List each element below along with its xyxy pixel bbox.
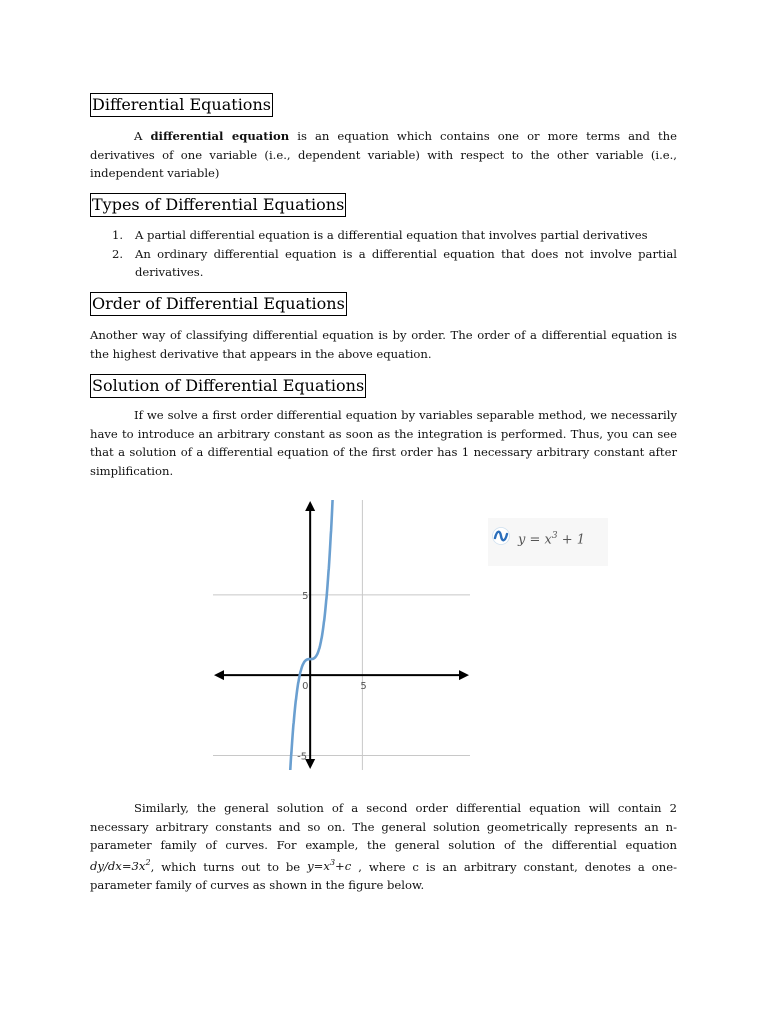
list-number: 2. xyxy=(112,246,124,261)
list-number: 1. xyxy=(112,228,124,242)
legend-eq-base: y = x xyxy=(518,532,552,548)
x-tick-label: 5 xyxy=(360,681,367,693)
math-dydx xyxy=(90,859,151,873)
y-tick-label: 5 xyxy=(302,590,309,602)
final-text-1: Similarly, the general solution of a second order differential equation will contain 2 necessary arbitrary constants and so on. The general solution geometrically represents an n-parameter family of curves. For example, the general solution of the differential equation xyxy=(90,801,677,852)
legend-equation xyxy=(518,531,585,547)
heading-solution: Solution of Differential Equations xyxy=(90,374,366,398)
heading-order: Order of Differential Equations xyxy=(90,292,347,316)
math-dydx-base: dy/dx=3x xyxy=(90,859,146,874)
list-text: An ordinary differential equation is a differential equation that does not involve partial derivatives. xyxy=(135,246,677,279)
legend-eq-exp: 3 xyxy=(551,531,558,541)
desmos-logo-icon xyxy=(492,527,510,545)
order-paragraph: Another way of classifying differential equation is by order. The order of a differential equation is the highest derivative that appears in the above equation. xyxy=(90,328,677,361)
x-axis-arrow-right xyxy=(459,670,469,680)
math-dydx-exp: 2 xyxy=(145,858,151,868)
x-axis-arrow-left xyxy=(214,670,224,680)
final-paragraph xyxy=(90,799,677,894)
math-solution-exp: 3 xyxy=(329,858,336,868)
intro-rest: is an equation which contains one or more terms and the derivatives of one variable (i.e., dependent variable) with respect to the other variable (i.e., independent variable) xyxy=(90,129,677,180)
y-tick-label: -5 xyxy=(297,751,308,763)
graph-legend xyxy=(488,518,608,566)
list-item xyxy=(90,226,677,245)
list-item xyxy=(90,245,677,282)
heading-types: Types of Differential Equations xyxy=(90,193,346,217)
y-axis-arrow-up xyxy=(305,501,315,511)
list-text: A partial differential equation is a differential equation that involves partial derivatives xyxy=(135,228,648,242)
math-solution-base: y=x xyxy=(307,859,330,874)
x-tick-label: 0 xyxy=(302,681,309,693)
final-text-2: , which turns out to be xyxy=(150,859,308,874)
function-graph xyxy=(213,500,470,770)
legend-eq-tail: + 1 xyxy=(557,532,586,548)
final-text-3: , where c is an arbitrary constant, denotes a one-parameter family of curves as shown in the figure below. xyxy=(90,859,678,892)
intro-term: differential equation xyxy=(150,129,290,143)
intro-lead: A xyxy=(134,129,151,143)
solution-paragraph: If we solve a first order differential equation by variables separable method, we necessarily have to introduce an arbitrary constant as soon as the integration is performed. Thus, you can see that a solution of a differential equation of the first order has 1 necessary arbitrary constant after simplification. xyxy=(90,408,677,478)
types-list xyxy=(90,226,677,282)
series-line xyxy=(290,500,333,770)
math-solution-tail: +c xyxy=(335,859,352,874)
intro-paragraph xyxy=(90,127,677,183)
math-solution xyxy=(307,859,351,873)
heading-differential-equations: Differential Equations xyxy=(90,93,273,117)
